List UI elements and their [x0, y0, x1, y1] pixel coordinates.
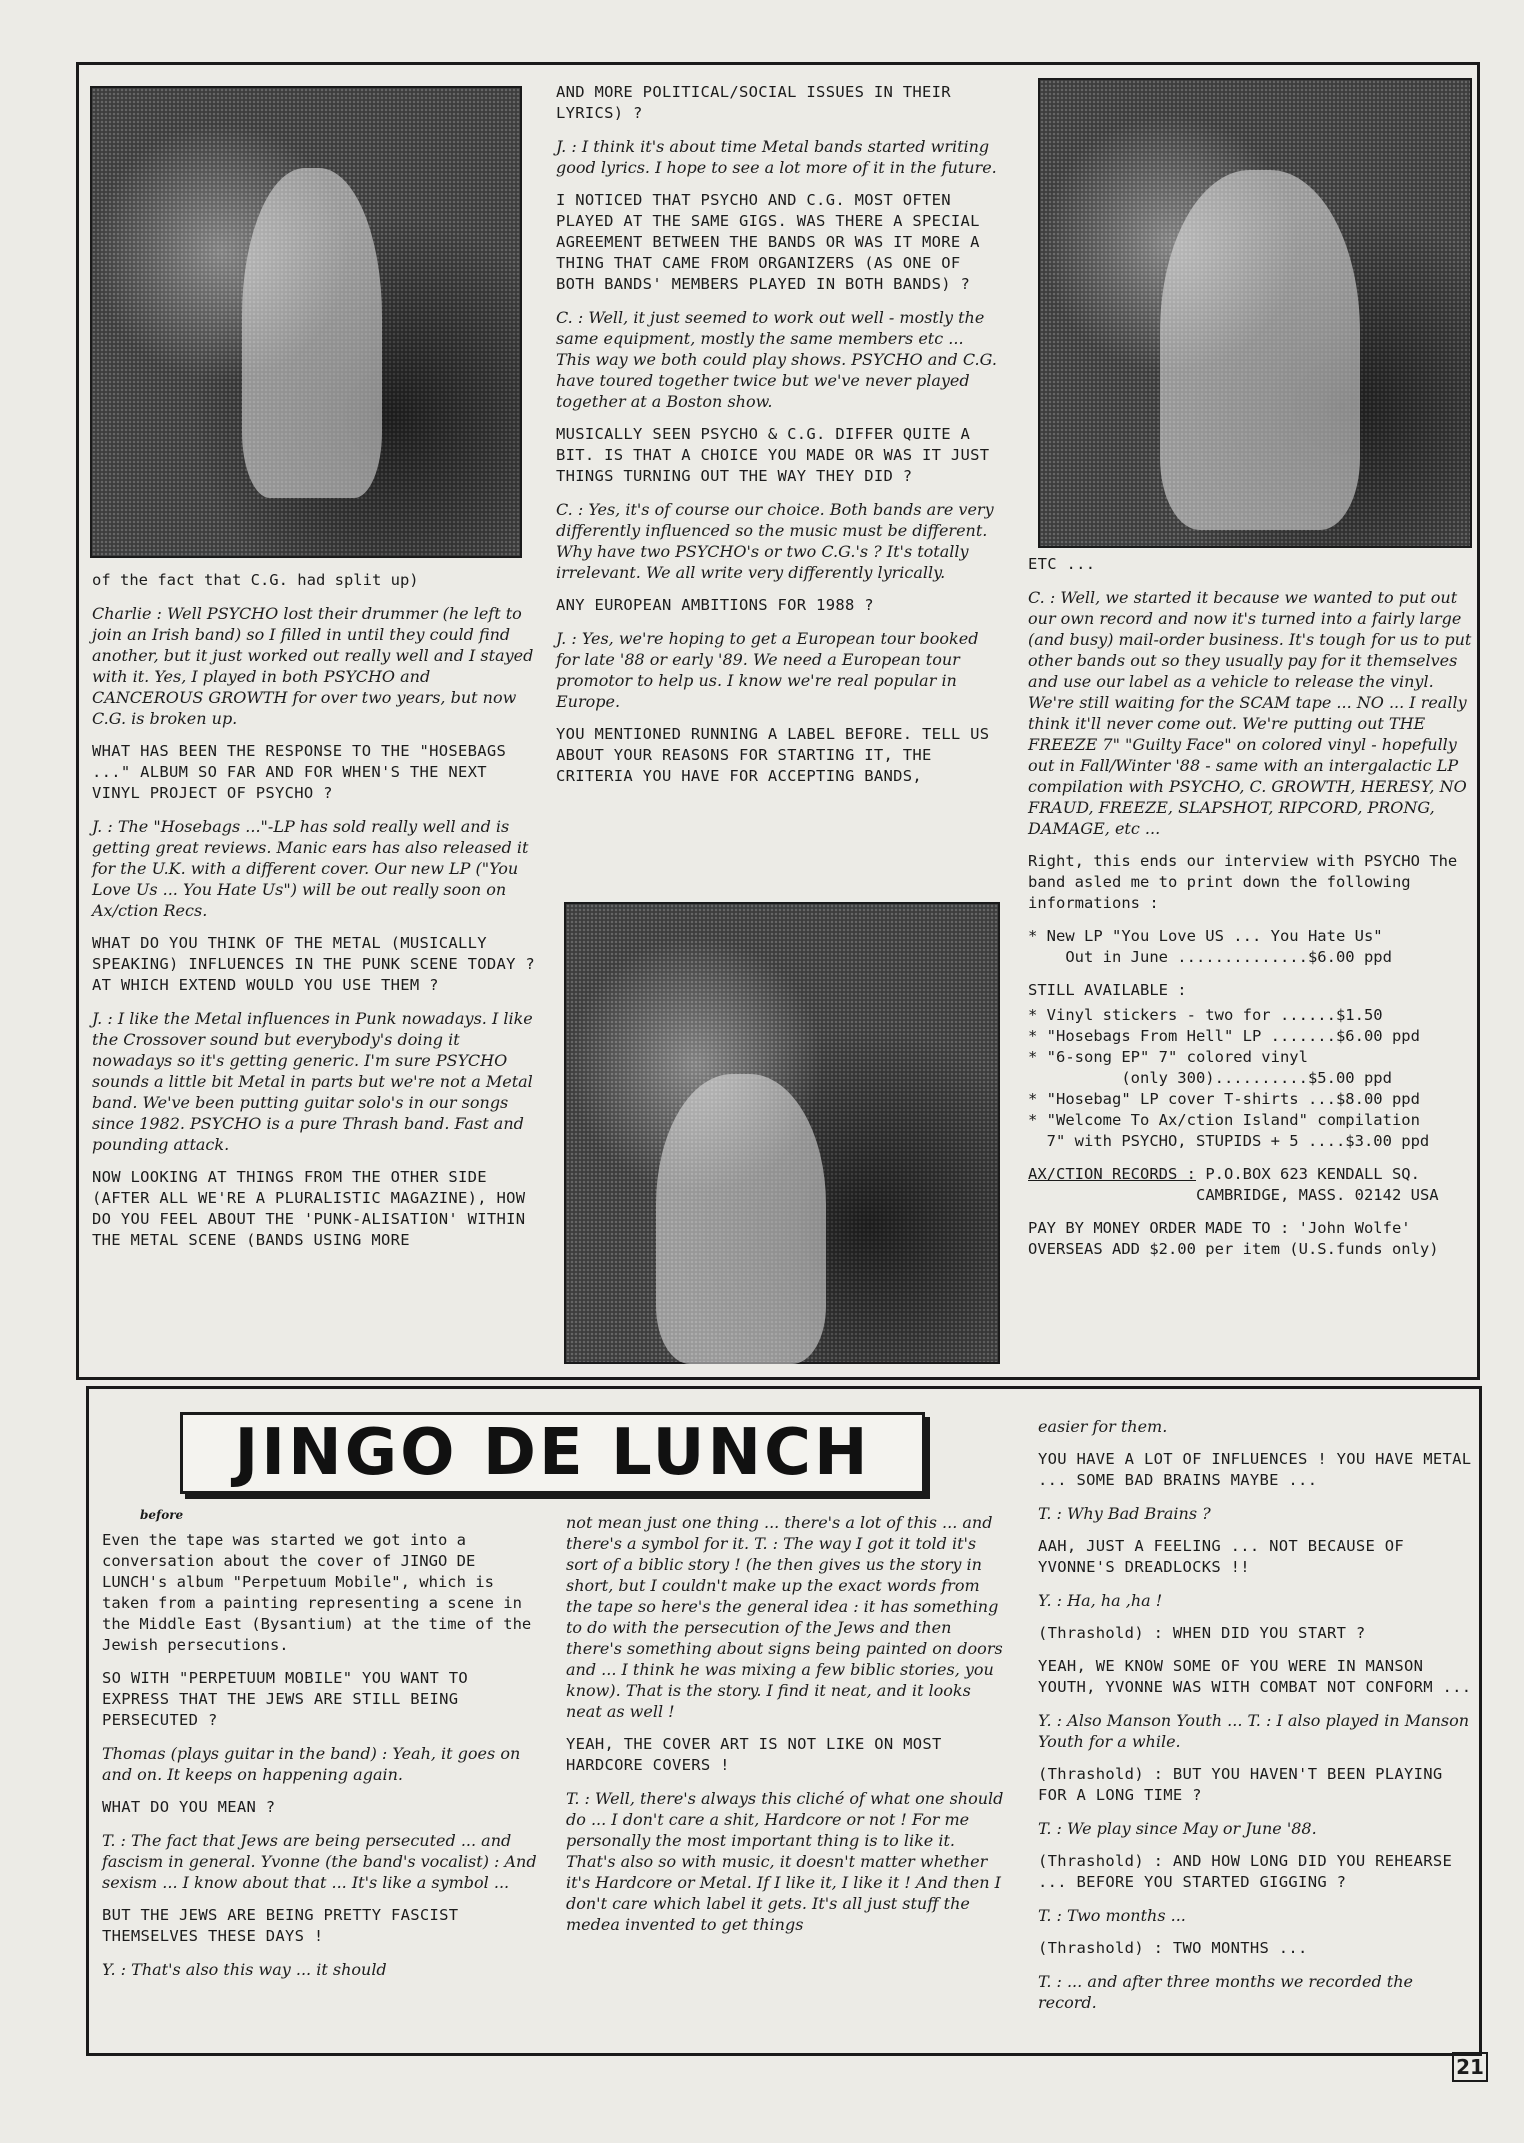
interview-answer: T. : We play since May or June '88.	[1038, 1819, 1317, 1838]
article-title-box	[180, 1412, 925, 1494]
price-list-item: * Vinyl stickers - two for ......$1.50	[1028, 1006, 1383, 1024]
photo-guitarist	[1038, 78, 1472, 548]
price-list-item: * "Hosebag" LP cover T-shirts ...$8.00 ppd	[1028, 1090, 1420, 1108]
bottom-column-1	[102, 1530, 538, 1992]
interview-answer: J. : I like the Metal influences in Punk nowadays. I like the Crossover sound but everybody's doing it nowadays so it's getting generic. I'm sure PSYCHO sounds a little bit Metal in parts but we're not a Metal band. We've been putting guitar solo's in our songs since 1982. PSYCHO is a pure Thrash band. Fast and pounding attack.	[92, 1009, 533, 1154]
address-line-2: CAMBRIDGE, MASS. 02142 USA	[1196, 1186, 1439, 1204]
bottom-column-3	[1038, 1416, 1474, 2025]
interview-question: WHAT DO YOU MEAN ?	[102, 1798, 276, 1816]
handwritten-before-note: before	[140, 1508, 184, 1522]
interview-question: YEAH, THE COVER ART IS NOT LIKE ON MOST HARDCORE COVERS !	[566, 1735, 942, 1774]
interview-answer: T. : ... and after three months we recorded the record.	[1038, 1972, 1413, 2012]
body-text: Right, this ends our interview with PSYCHO The band asled me to print down the following informations :	[1028, 852, 1458, 912]
interview-answer: Y. : Ha, ha ,ha !	[1038, 1591, 1163, 1610]
interview-question: (Thrashold) : AND HOW LONG DID YOU REHEARSE ... BEFORE YOU STARTED GIGGING ?	[1038, 1852, 1453, 1891]
page-number: 21	[1452, 2052, 1488, 2082]
address-block	[1028, 1164, 1476, 1206]
address-label: AX/CTION RECORDS :	[1028, 1165, 1196, 1183]
still-available-list	[1028, 1005, 1476, 1152]
top-column-2	[556, 82, 1002, 799]
price-list-item: * "6-song EP" 7" colored vinyl	[1028, 1048, 1308, 1066]
interview-question: ANY EUROPEAN AMBITIONS FOR 1988 ?	[556, 596, 874, 614]
interview-answer: C. : Well, it just seemed to work out well - mostly the same equipment, mostly the same members etc ... This way we both could play shows. PSYCHO and C.G. have toured together twice but we've never played together at a Boston show.	[556, 308, 997, 411]
interview-answer: easier for them.	[1038, 1417, 1168, 1436]
price-list-item: * "Hosebags From Hell" LP .......$6.00 ppd	[1028, 1027, 1420, 1045]
interview-answer: J. : I think it's about time Metal bands started writing good lyrics. I hope to see a lot more of it in the future.	[556, 137, 997, 177]
interview-question: YEAH, WE KNOW SOME OF YOU WERE IN MANSON YOUTH, YVONNE WAS WITH COMBAT NOT CONFORM ...	[1038, 1657, 1472, 1696]
interview-answer: Y. : That's also this way ... it should	[102, 1960, 387, 1979]
price-list-item: Out in June ..............$6.00 ppd	[1028, 948, 1392, 966]
body-text: Even the tape was started we got into a conversation about the cover of JINGO DE LUNCH's album "Perpetuum Mobile", which is taken from a painting representing a scene in the Middle East (Bysantium) at the time of the Jewish persecutions.	[102, 1531, 532, 1654]
interview-answer: C. : Well, we started it because we wanted to put out our own record and now it's turned into a fairly large (and busy) mail-order business. It's tough for us to put other bands out so they usually pay for it themselves and use our label as a vehicle to release the vinyl. We're still waiting for the SCAM tape ... NO ... I really think it'll never come out. We're putting out THE FREEZE 7" "Guilty Face" on colored vinyl - hopefully out in Fall/Winter '88 - same with an intergalactic LP compilation with PSYCHO, C. GROWTH, HERESY, NO FRAUD, FREEZE, SLAPSHOT, RIPCORD, PRONG, DAMAGE, etc ...	[1028, 588, 1472, 838]
still-available-label: STILL AVAILABLE :	[1028, 981, 1187, 999]
price-list-item: * "Welcome To Ax/ction Island" compilation	[1028, 1111, 1420, 1129]
interview-question: WHAT HAS BEEN THE RESPONSE TO THE "HOSEBAGS ..." ALBUM SO FAR AND FOR WHEN'S THE NEXT VINYL PROJECT OF PSYCHO ?	[92, 742, 507, 802]
interview-question: MUSICALLY SEEN PSYCHO & C.G. DIFFER QUITE A BIT. IS THAT A CHOICE YOU MADE OR WAS IT JUST THINGS TURNING OUT THE WAY THEY DID ?	[556, 425, 990, 485]
interview-question: (Thrashold) : WHEN DID YOU START ?	[1038, 1624, 1366, 1642]
price-list-item: (only 300)..........$5.00 ppd	[1028, 1069, 1392, 1087]
interview-answer: Thomas (plays guitar in the band) : Yeah, it goes on and on. It keeps on happening again.	[102, 1744, 521, 1784]
top-column-3	[1028, 554, 1476, 1272]
interview-question: (Thrashold) : TWO MONTHS ...	[1038, 1939, 1308, 1957]
interview-answer: C. : Yes, it's of course our choice. Both bands are very differently influenced so the music must be different. Why have two PSYCHO's or two C.G.'s ? It's totally irrelevant. We all write very differently lyrically.	[556, 500, 994, 582]
new-lp-list	[1028, 926, 1476, 968]
interview-question: (Thrashold) : BUT YOU HAVEN'T BEEN PLAYING FOR A LONG TIME ?	[1038, 1765, 1443, 1804]
interview-question: YOU HAVE A LOT OF INFLUENCES ! YOU HAVE METAL ... SOME BAD BRAINS MAYBE ...	[1038, 1450, 1472, 1489]
interview-answer: not mean just one thing ... there's a lot of this ... and there's a symbol for it. T. : The way I got it told it's sort of a biblic story ! (he then gives us the story in short, but I couldn't make up the exact words from the tape so here's the general idea : it has something to do with the persecution of the Jews and then there's something about signs being painted on doors and ... I think he was mixing a few biblic stories, you know). That is the story. I find it neat, and it looks neat as well !	[566, 1513, 1003, 1721]
interview-answer: Charlie : Well PSYCHO lost their drummer (he left to join an Irish band) so I filled in until they could find another, but it just worked out really well and I stayed with it. Yes, I played in both PSYCHO and CANCEROUS GROWTH for over two years, but now C.G. is broken up.	[92, 604, 534, 728]
interview-question: I NOTICED THAT PSYCHO AND C.G. MOST OFTEN PLAYED AT THE SAME GIGS. WAS THERE A SPECIAL AGREEMENT BETWEEN THE BANDS OR WAS IT MORE A THING THAT CAME FROM ORGANIZERS (AS ONE OF BOTH BANDS' MEMBERS PLAYED IN BOTH BANDS) ?	[556, 191, 980, 293]
interview-question: BUT THE JEWS ARE BEING PRETTY FASCIST THEMSELVES THESE DAYS !	[102, 1906, 459, 1945]
interview-question: WHAT DO YOU THINK OF THE METAL (MUSICALLY SPEAKING) INFLUENCES IN THE PUNK SCENE TODAY ? AT WHICH EXTEND WOULD YOU USE THEM ?	[92, 934, 536, 994]
interview-question: NOW LOOKING AT THINGS FROM THE OTHER SIDE (AFTER ALL WE'RE A PLURALISTIC MAGAZINE), HOW DO YOU FEEL ABOUT THE 'PUNK-ALISATION' WITHIN THE METAL SCENE (BANDS USING MORE	[92, 1168, 526, 1249]
interview-question: SO WITH "PERPETUUM MOBILE" YOU WANT TO EXPRESS THAT THE JEWS ARE STILL BEING PERSECUTED ?	[102, 1669, 469, 1729]
interview-question: AND MORE POLITICAL/SOCIAL ISSUES IN THEIR LYRICS) ?	[556, 83, 951, 122]
interview-answer: T. : The fact that Jews are being persecuted ... and fascism in general. Yvonne (the band's vocalist) : And sexism ... I know about that ... It's like a symbol ...	[102, 1831, 537, 1892]
interview-answer: T. : Well, there's always this cliché of what one should do ... I don't care a shit, Hardcore or not ! For me personally the most important thing is to like it. That's also so with music, it doesn't matter whether it's Hardcore or Metal. If I like it, I like it ! And then I don't care which label it gets. It's all just stuff the medea invented to get things	[566, 1789, 1004, 1934]
interview-question: ETC ...	[1028, 555, 1096, 573]
interview-answer: J. : The "Hosebags ..."-LP has sold really well and is getting great reviews. Manic ears has also released it for the U.K. with a different cover. Our new LP ("You Love Us ... You Hate Us") will be out really soon on Ax/ction Recs.	[92, 817, 529, 920]
top-column-1	[92, 570, 542, 1263]
interview-answer: T. : Why Bad Brains ?	[1038, 1504, 1211, 1523]
interview-answer: T. : Two months ...	[1038, 1906, 1186, 1925]
bottom-column-2	[566, 1512, 1006, 1947]
interview-question: AAH, JUST A FEELING ... NOT BECAUSE OF YVONNE'S DREADLOCKS !!	[1038, 1537, 1405, 1576]
article-title: JINGO DE LUNCH	[234, 1416, 871, 1490]
interview-answer: J. : Yes, we're hoping to get a European tour booked for late '88 or early '89. We need a European tour promotor to help us. I know we're real popular in Europe.	[556, 629, 979, 711]
price-list-item: 7" with PSYCHO, STUPIDS + 5 ....$3.00 ppd	[1028, 1132, 1430, 1150]
payment-info: PAY BY MONEY ORDER MADE TO : 'John Wolfe' OVERSEAS ADD $2.00 per item (U.S.funds only)	[1028, 1219, 1439, 1258]
interview-question: YOU MENTIONED RUNNING A LABEL BEFORE. TELL US ABOUT YOUR REASONS FOR STARTING IT, THE CRITERIA YOU HAVE FOR ACCEPTING BANDS,	[556, 725, 990, 785]
photo-bassist	[90, 86, 522, 558]
price-list-item: * New LP "You Love US ... You Hate Us"	[1028, 927, 1383, 945]
interview-answer: Y. : Also Manson Youth ... T. : I also played in Manson Youth for a while.	[1038, 1711, 1470, 1751]
photo-drummer	[564, 902, 1000, 1364]
address-line-1: P.O.BOX 623 KENDALL SQ.	[1205, 1165, 1420, 1183]
body-text: of the fact that C.G. had split up)	[92, 571, 419, 589]
